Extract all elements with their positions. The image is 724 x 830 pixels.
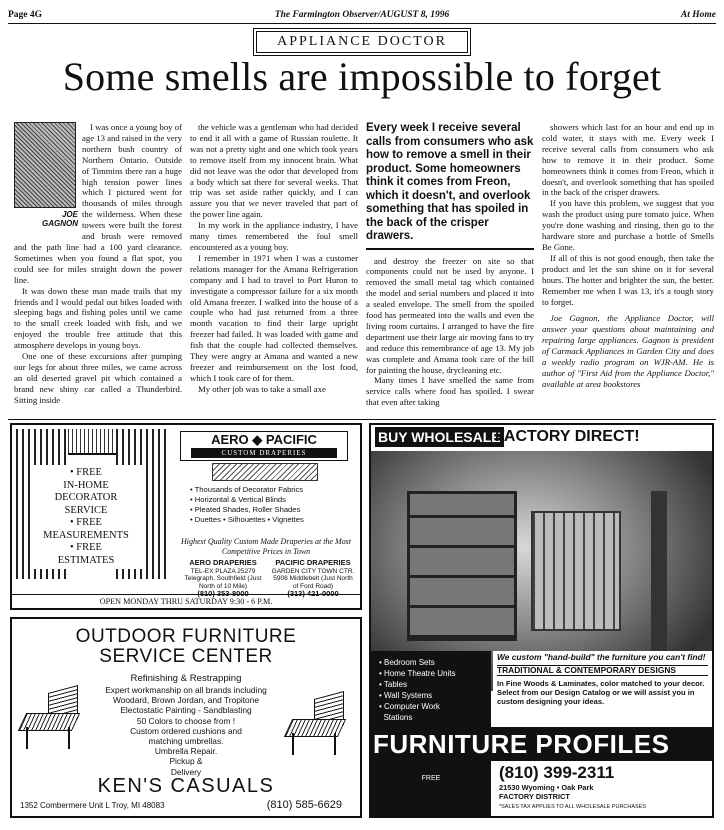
cabinet-image — [531, 511, 621, 631]
aero-tagline: Highest Quality Custom Made Draperies at the Most Competitive Prices in Town — [181, 537, 351, 556]
custom-build-text: We custom "hand-build" the furniture you can't find! — [497, 652, 706, 662]
store-address: GARDEN CITY TOWN CTR. 5908 Middlebelt (Just North of Ford Road) — [271, 567, 355, 590]
factory-direct-label: FACTORY DIRECT! — [495, 428, 640, 445]
store-name: AERO DRAPERIES — [189, 558, 257, 567]
service-line: Custom ordered cushions and — [130, 725, 242, 736]
product-item: • Thousands of Decorator Fabrics — [190, 485, 304, 494]
article-paragraph: I was once a young boy of age 13 and raised in the very northern bush country of Northern Ontario. Outside of Timmins there ran a huge high tension power lines which I pictured went for thousands of miles through the wilderness. When these towers were built the forest and brush were removed and the path line had a 100 yard clearance. Sometimes when you found a flat spot, you could see for miles straight down the power line. — [14, 122, 182, 285]
feature-item: • Wall Systems — [379, 691, 433, 700]
store-hours: OPEN MONDAY THRU SATURDAY 9:30 - 6 P.M. — [12, 594, 360, 606]
free-label: FREE — [421, 775, 441, 782]
offer-line: • FREE — [70, 517, 102, 528]
materials-text: In Fine Woods & Laminates, color matched to your decor. Select from our Design Catalog or we will assist you in custom designing your ideas. — [497, 679, 705, 706]
article-paragraph: Many times I have smelled the same from service calls where food has spoiled. I swear that even after taking — [366, 375, 534, 408]
logo-subtitle: CUSTOM DRAPERIES — [191, 448, 337, 458]
service-line: 50 Colors to choose from ! — [136, 715, 236, 726]
service-line: matching umbrellas. — [148, 736, 224, 747]
lounge-chair-illustration — [18, 687, 88, 751]
article-paragraph: the vehicle was a gentleman who had decided to end it all with a game of Russian roulette. It was not a pretty sight and one which took years to remove itself from my innocent brain. What did not leave was the odor that developed from a body which sat there for several weeks. That trip was set aside rather quickly, and I can assure you that we never traveled that part of the power line again. — [190, 122, 358, 220]
article-paragraph: showers which last for an hour and end up in cold water, it stays with me. Every week I receive several calls from consumers who ask how to remove it in their product. Some homeowners think it comes from Freon, which it doesn't, and overlook something that has spoiled in the back of the crisper drawers. — [542, 122, 714, 198]
offer-line: IN-HOME — [63, 479, 109, 491]
store-phone: (810) 353-8000 — [197, 589, 249, 598]
article-paragraph: My other job was to take a small axe — [198, 383, 326, 394]
address-text: 1352 Combermere Unit L Troy, MI 48083 — [20, 801, 165, 810]
service-line: Expert workmanship on all brands including — [105, 685, 267, 695]
chair-leg — [26, 727, 28, 749]
sales-tax-note: *SALES TAX APPLIES TO ALL WHOLESALE PURCHASES — [499, 804, 647, 810]
store-phone: (313) 421-0000 — [287, 589, 339, 598]
profiles-address: 21530 Wyoming • Oak Park — [499, 783, 594, 792]
author-portrait-image — [14, 122, 76, 208]
store-name: PACIFIC DRAPERIES — [275, 558, 351, 567]
design-styles: TRADITIONAL & CONTEMPORARY DESIGNS — [497, 665, 708, 676]
bookcase-image — [407, 491, 517, 641]
paper-dateline: The Farmington Observer/AUGUST 8, 1996 — [274, 10, 450, 20]
service-line: Electostatic Painting - Sandblasting — [120, 705, 252, 716]
store-aero — [180, 559, 266, 598]
author-bio: Joe Gagnon, the Appliance Doctor, will answer your questions about maintaining and repairing large appliances. Gagnon is president of Carmack Appliances in Garden City and does a weekly radio program on WJR-AM. He is author of "First Aid from the Appliance Doctor," available at area bookstores — [542, 313, 714, 389]
logo-name: AERO ◆ PACIFIC — [211, 432, 317, 447]
offer-line: MEASUREMENTS — [43, 529, 129, 541]
free-offers — [30, 465, 142, 569]
pull-quote: Every week I receive several calls from consumers who ask how to remove a smell in their product. Some homeowners think it comes from Freon, which it doesn't, and overlook something that has spoiled in the back of the crisper drawers. — [366, 122, 534, 250]
furniture-profiles-banner: FURNITURE PROFILES — [371, 727, 712, 761]
chair-leg — [68, 727, 70, 749]
aero-pacific-logo — [180, 431, 348, 461]
author-photo — [14, 122, 78, 230]
buy-wholesale-label: BUY WHOLESALE — [375, 427, 504, 447]
profiles-contact — [493, 763, 712, 811]
offer-line: • FREE — [70, 542, 102, 553]
business-name: KEN'S CASUALS — [97, 775, 275, 797]
business-address — [20, 801, 352, 810]
chair-leg — [292, 733, 294, 755]
article-paragraph: If all of this is not good enough, then take the product and let the sun shine on it for several hours. The hotter and brighter the sun, the better. Remember me when I was 13, it's a tough story to forget. — [542, 252, 714, 307]
product-list — [190, 485, 304, 525]
feature-item: Stations — [379, 713, 413, 722]
feature-item: • Home Theatre Units — [379, 669, 456, 678]
feature-item: • Tables — [379, 680, 408, 689]
chair-leg — [334, 733, 336, 755]
ad-title-line-2: SERVICE CENTER — [99, 646, 273, 667]
patio-chair-illustration — [284, 693, 354, 757]
service-line: Woodard, Brown Jordan, and Tropitone — [112, 695, 260, 706]
feature-item: • Bedroom Sets — [379, 658, 435, 667]
profiles-district: FACTORY DISTRICT — [499, 792, 570, 801]
service-description — [96, 673, 276, 777]
page-header — [8, 8, 716, 24]
feature-item: • Computer Work — [379, 702, 440, 711]
product-item: • Pleated Shades, Roller Shades — [190, 505, 301, 514]
outdoor-furniture-ad — [10, 617, 362, 818]
column-tag: APPLIANCE DOCTOR — [256, 31, 468, 53]
service-line: Pickup & — [169, 756, 203, 767]
article-paragraph: and destroy the freezer on site so that components could not be used by anyone. I removed the small metal tag which contained the model and serial numbers and placed it into a sealed envelope. The smell from the spoiled food has permeated into the walls and even the living room curtains. I arranged to have the fire department use their large air moving fans to try and reduce this remembrance of age 13. My job was complete and Amana took care of the bill for painting the house, drycleaning etc. — [366, 255, 534, 375]
ad-title-line-1: OUTDOOR FURNITURE — [75, 626, 297, 647]
aero-pacific-ad — [10, 423, 362, 610]
article-paragraph: If you have this problem, we suggest that you wash the product using pure tomato juice. When you're done washing and rinsing, then go to the hardware store and purchase a bottle of Smells Be Gone. — [542, 198, 714, 252]
headline: Some smells are impossible to forget — [62, 54, 662, 99]
business-phone: (810) 585-6629 — [266, 799, 342, 811]
page-number: Page 4G — [8, 10, 43, 20]
article-paragraph: I remember in 1971 when I was a customer relations manager for the Amana Refrigeration company and I had to travel to Port Huron to investigate a compressor failure for a six month old Amana freezer. I walked into the house of a couple who had just returned from a three month vacation to find their large upright freezer had failed. It was loaded with game and fish that the couple had collected themselves. They were angry at Amana and wanted a new freezer and reimbursement on the lost food, which I took care of for them. — [190, 252, 358, 383]
article-paragraph: In my work in the appliance industry, I have many times remembered the foul smell encountered as a young boy. — [190, 220, 358, 252]
offer-line: SERVICE — [64, 504, 108, 516]
wholesale-header — [371, 425, 712, 451]
ad-divider — [8, 419, 716, 420]
product-item: • Duettes • Silhouettes • Vignettes — [190, 515, 304, 524]
store-address: TEL-EX PLAZA 25279 Telegraph, Southfield (Just North of 10 Mile) — [184, 567, 262, 590]
author-photo-caption: JOE GAGNON — [42, 210, 78, 228]
furniture-profiles-ad — [369, 423, 714, 818]
offer-line: ESTIMATES — [57, 554, 115, 566]
offer-line: DECORATOR — [54, 492, 118, 503]
service-line: Umbrella Repair. — [154, 746, 218, 757]
product-item: • Horizontal & Vertical Blinds — [190, 495, 286, 504]
service-line: Refinishing & Restrapping — [130, 673, 242, 684]
article-paragraph: One one of these excursions after pumping our legs for about three miles, we came across an old deserted gravel pit which contained a brand new shiny car called a Thunderbird. Sitting inside — [14, 351, 182, 405]
section-name: At Home — [680, 10, 716, 20]
article-paragraph: It was down these man made trails that my friends and I would pedal out bikes loaded with sleeping bags and fishing poles until we came to the small creek loaded with fish, and we enjoyed the trouble free attitude that this atmosphere develops in young boys. — [14, 285, 182, 351]
profiles-phone: (810) 399-2311 — [499, 763, 615, 782]
offer-line: • FREE — [70, 467, 102, 478]
service-line: Delivery — [170, 766, 202, 777]
floral-ornament-icon — [212, 463, 318, 481]
store-pacific — [270, 559, 356, 598]
